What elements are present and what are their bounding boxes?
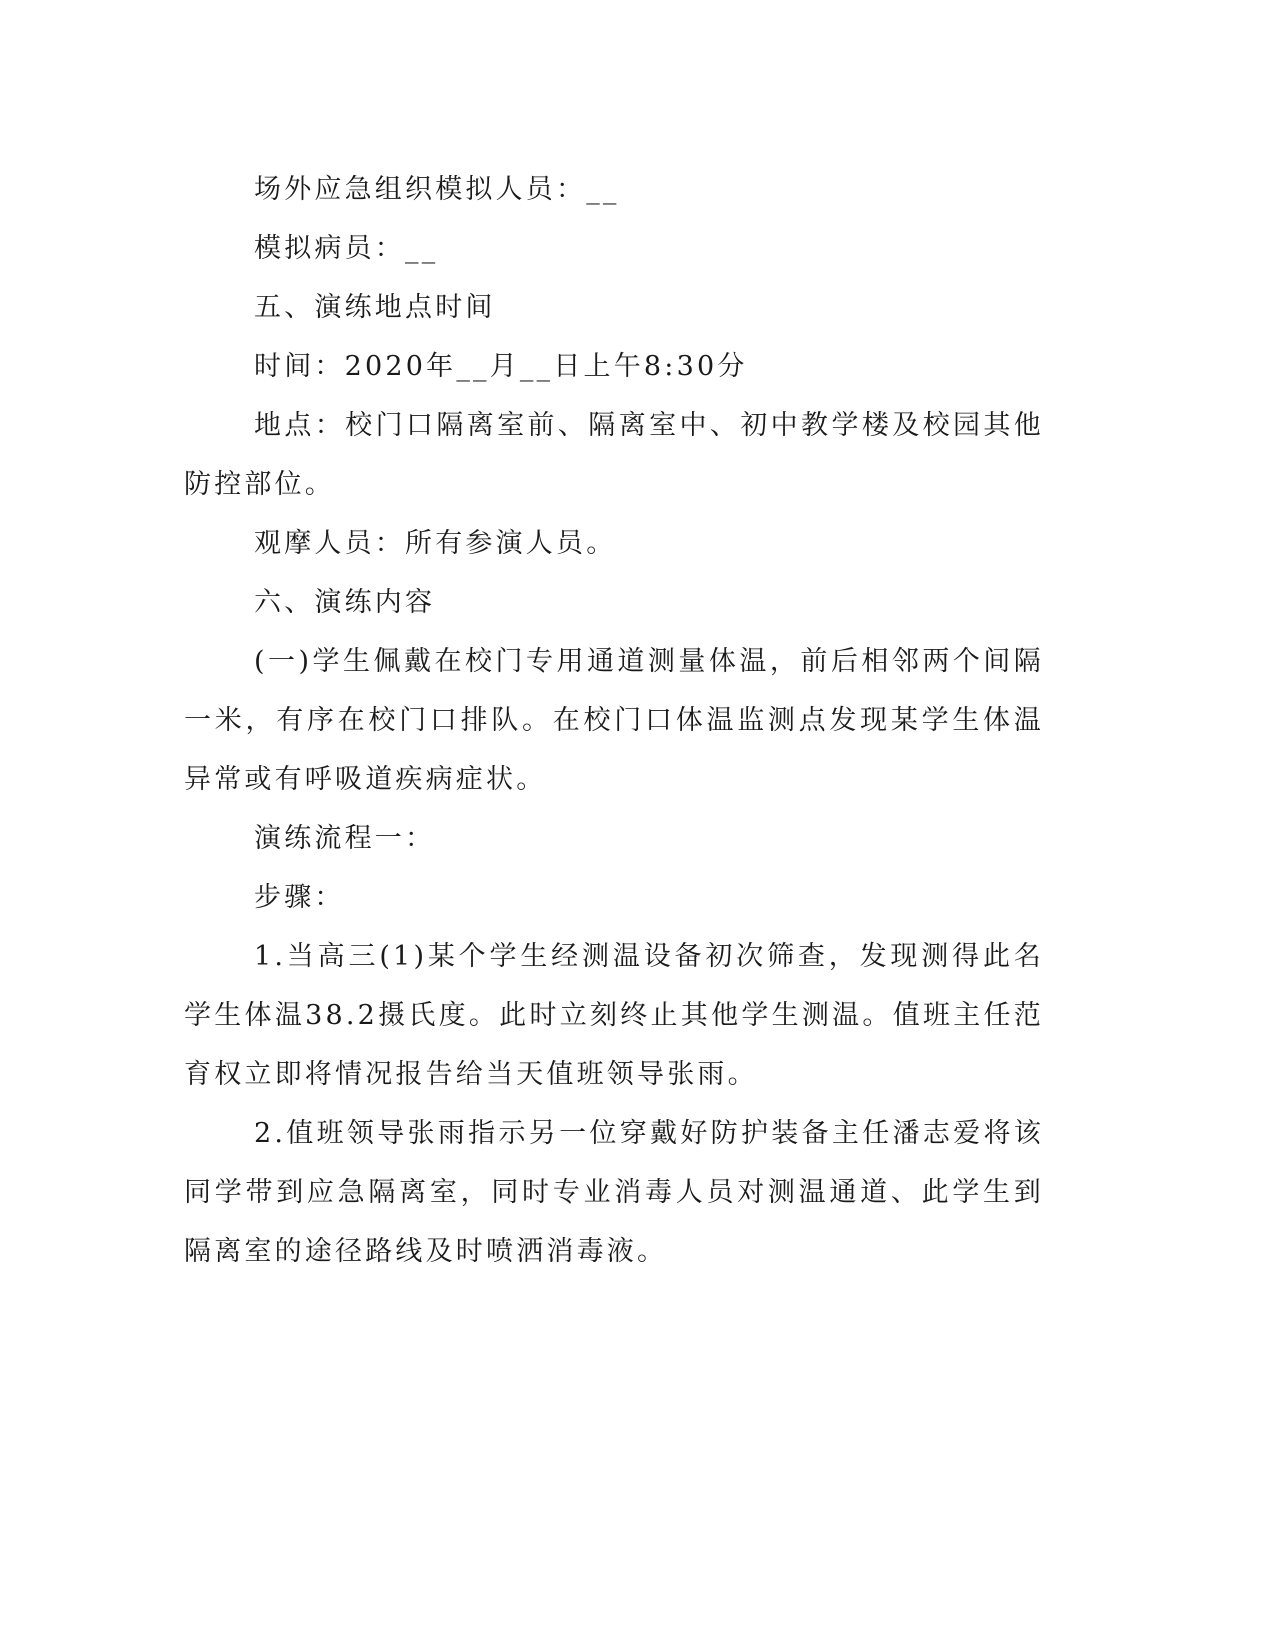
paragraph-drill-scenario: (一)学生佩戴在校门专用通道测量体温，前后相邻两个间隔一米，有序在校门口排队。在校门口体温监测点发现某学生体温异常或有呼吸道疾病症状。 [184, 646, 1044, 795]
document-body [184, 160, 1044, 1281]
paragraph-step-2: 2.值班领导张雨指示另一位穿戴好防护装备主任潘志爱将该同学带到应急隔离室，同时专业消毒人员对测温通道、此学生到隔离室的途径路线及时喷洒消毒液。 [184, 1118, 1044, 1267]
paragraph-location: 地点：校门口隔离室前、隔离室中、初中教学楼及校园其他防控部位。 [184, 410, 1044, 500]
section-heading-location-time: 五、演练地点时间 [254, 292, 496, 323]
paragraph-time: 时间：2020年__月__日上午8:30分 [254, 351, 748, 382]
paragraph-observers: 观摩人员：所有参演人员。 [254, 528, 617, 559]
section-heading-drill-content: 六、演练内容 [254, 587, 436, 618]
paragraph-simulated-patient: 模拟病员：__ [254, 233, 439, 264]
paragraph-offsite-emergency-staff: 场外应急组织模拟人员：__ [254, 174, 620, 205]
paragraph-drill-flow-one: 演练流程一： [254, 823, 436, 854]
paragraph-steps-label: 步骤： [254, 882, 345, 913]
paragraph-step-1: 1.当高三(1)某个学生经测温设备初次筛查，发现测得此名学生体温38.2摄氏度。此时立刻终止其他学生测温。值班主任范育权立即将情况报告给当天值班领导张雨。 [184, 941, 1044, 1090]
